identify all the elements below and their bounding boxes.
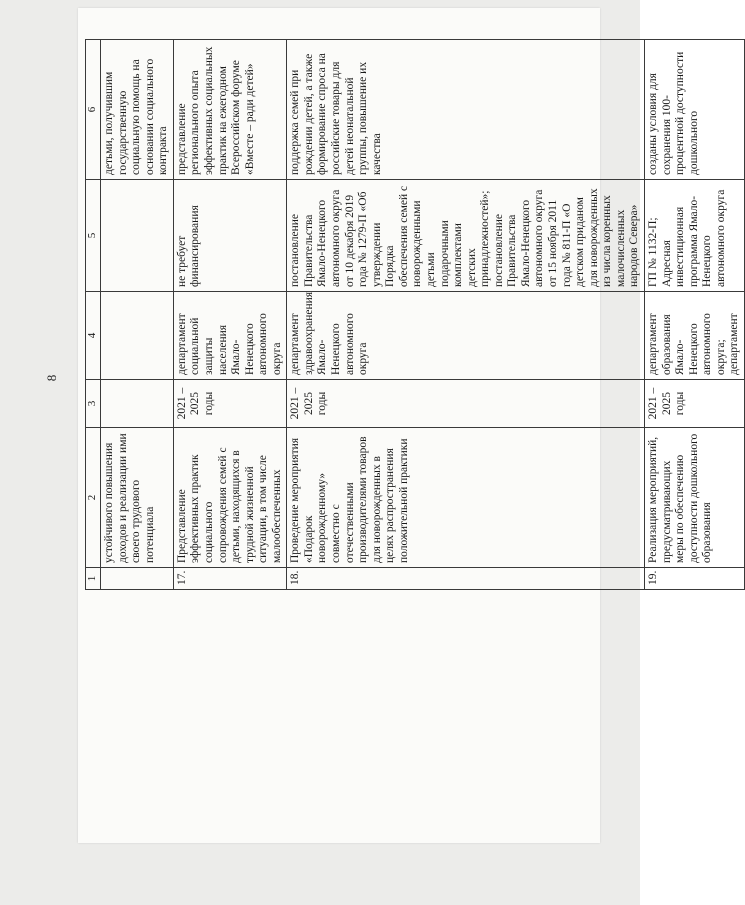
executor-cell: департамент социальной защиты населения Ямало-Ненецкого автономного округа — [173, 292, 287, 380]
basis-cell — [101, 180, 174, 292]
table-row — [173, 40, 287, 590]
result-cell: созданы условия для сохранения 100-процентной доступности дошкольного — [644, 40, 744, 180]
header-col-5: 5 — [86, 180, 101, 292]
header-col-4: 4 — [86, 292, 101, 380]
header-col-6: 6 — [86, 40, 101, 180]
period-cell: 2021 – 2025 годы — [644, 380, 744, 428]
page-number: 8 — [44, 374, 59, 382]
period-cell: 2021 – 2025 годы — [173, 380, 287, 428]
period-cell — [101, 380, 174, 428]
result-cell: поддержка семей при рождении детей, а также формирование спроса на российские товары для детей неонатальной группы, повышение их качества — [287, 40, 645, 180]
result-cell: представление регионального опыта эффективных социальных практик на ежегодном Всероссийском форуме «Вместе – ради детей» — [173, 40, 287, 180]
measure-cell: Представление эффективных практик социального сопровождения семей с детьми, находящихся в трудной жизненной ситуации, в том числе малообеспеченных — [173, 428, 287, 568]
header-col-2: 2 — [86, 428, 101, 568]
measures-table — [85, 39, 745, 590]
row-number: 17. — [173, 568, 287, 590]
basis-cell: постановление Правительства Ямало-Ненецкого автономного округа от 10 декабря 2019 года № 1279-П «Об утверждении Порядка обеспечения семей с новорожденными детьми подарочными комплектами детских принадлежностей»; постановление Правительства Ямало-Ненецкого автономного округа от 15 ноября 2011 года № 811-П «О детском приданом для новорожденных из числа коренных малочисленных народов Севера» — [287, 180, 645, 292]
basis-cell: ГП № 1132-П; Адресная инвестиционная программа Ямало-Ненецкого автономного округа — [644, 180, 744, 292]
row-number: 18. — [287, 568, 645, 590]
executor-cell — [101, 292, 174, 380]
measure-cell: Реализация мероприятий, предусматривающих меры по обеспечению доступности дошкольного образования — [644, 428, 744, 568]
measure-cell: Проведение мероприятия «Подарок новорожденному» совместно с отечественными производителями товаров для новорожденных в целях распространения положительной практики — [287, 428, 645, 568]
table-row — [287, 40, 645, 590]
header-col-3: 3 — [86, 380, 101, 428]
executor-cell: департамент здравоохранения Ямало-Ненецкого автономного округа — [287, 292, 645, 380]
table-row — [101, 40, 174, 590]
measure-cell: устойчивого повышения доходов и реализации ими своего трудового потенциала — [101, 428, 174, 568]
basis-cell: не требует финансирования — [173, 180, 287, 292]
executor-cell: департамент образования Ямало-Ненецкого автономного округа; департамент — [644, 292, 744, 380]
period-cell: 2021 – 2025 годы — [287, 380, 645, 428]
header-col-1: 1 — [86, 568, 101, 590]
table-row — [644, 40, 744, 590]
rotated-table-container — [85, 40, 741, 590]
row-number: 19. — [644, 568, 744, 590]
header-row — [86, 40, 101, 590]
result-cell: детьми, получившим государственную социальную помощь на основании социального контракта — [101, 40, 174, 180]
row-number — [101, 568, 174, 590]
